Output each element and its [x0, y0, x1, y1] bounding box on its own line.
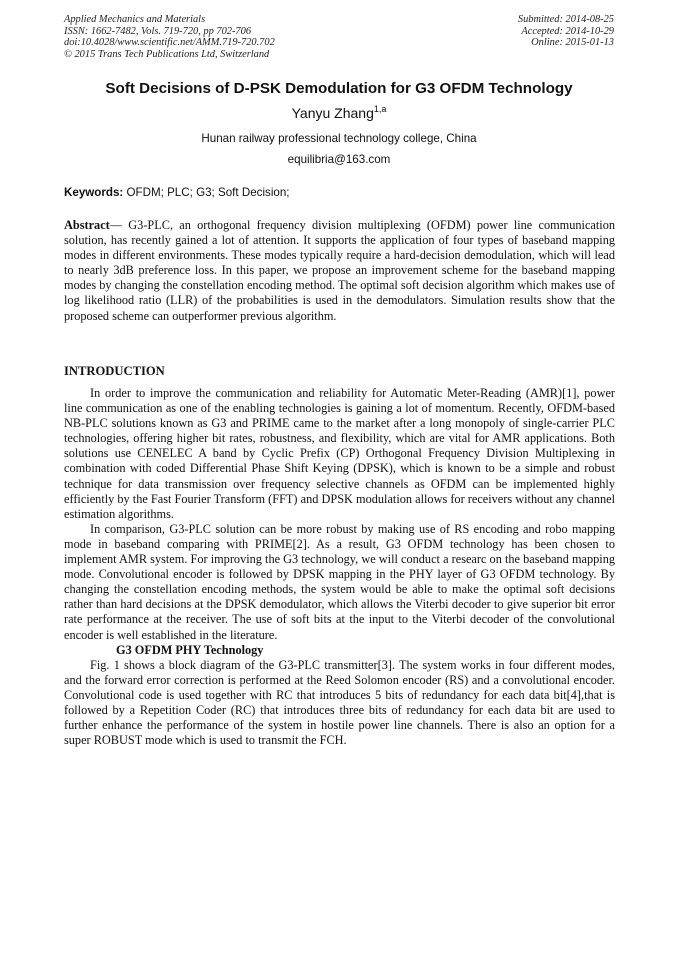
abstract-text: — G3-PLC, an orthogonal frequency division multiplexing (OFDM) power line communication solution, has recently gained a lot of attention. It supports the application of four types of baseband mapping modes in different environments. These modes typically require a hard-decision demodulation, which will lead to nearly 3dB preference loss. In this paper, we propose an improvement scheme for the baseband mapping modes by changing the constellation encoding method. The optimal soft decision algorithm which makes use of log likelihood ratio (LLR) of the probabilities is used in the demodulators. Simulation results show that the proposed scheme can outperformer previous algorithm.	[64, 218, 615, 323]
author-affiliation: Hunan railway professional technology college, China	[201, 132, 477, 145]
doi-line: doi:10.4028/www.scientific.net/AMM.719-720.702	[64, 37, 275, 49]
author-line	[0, 104, 678, 122]
section-heading-introduction: INTRODUCTION	[64, 364, 165, 378]
intro-paragraph-3: Fig. 1 shows a block diagram of the G3-PLC transmitter[3]. The system works in four different modes, and the forward error correction is performed at the Reed Solomon encoder (RS) and a convolutional encoder. Convolutional code is used together with RC that introduces 5 bits of redundancy for each data bit[4],that is followed by a Repetition Coder (RC) that introduces three bits of redundancy for each data bit are used to further enhance the performance of the system in hostile power line channels. There is also an option for a super ROBUST mode which is used to transmit the FCH.	[64, 657, 615, 748]
issn-line: ISSN: 1662-7482, Vols. 719-720, pp 702-706	[64, 25, 252, 37]
author-affiliation-marker: 1,a	[373, 104, 387, 114]
journal-info	[64, 14, 275, 60]
subsection-heading-g3-phy: G3 OFDM PHY Technology	[116, 642, 264, 657]
introduction-body	[64, 386, 615, 748]
intro-paragraph-1: In order to improve the communication and reliability for Automatic Meter-Reading (AMR)[1], power line communication as one of the enabling technologies is gaining a lot of momentum. Recently, OFDM-based NB-PLC solutions known as G3 and PRIME came to the market after a long monopoly of single-carrier PLC technologies, offering higher bit rates, robustness, and flexibility, which are vital for AMR applications. Both solutions use CENELEC A band by Cyclic Prefix (CP) Orthogonal Frequency Division Multiplexing in combination with coded Differential Phase Shift Keying (DPSK), which is known to be a simple and robust technique for data transmission over frequency selective channels as OFDM can be implemented highly efficiently by the Fast Fourier Transform (FFT) and DPSK modulation allows for receivers without any channel estimation algorithms.	[64, 386, 615, 521]
copyright-line: © 2015 Trans Tech Publications Ltd, Switzerland	[64, 48, 270, 60]
paper-title: Soft Decisions of D-PSK Demodulation for G3 OFDM Technology	[105, 80, 573, 97]
submitted-date: Submitted: 2014-08-25	[517, 14, 614, 25]
accepted-date: Accepted: 2014-10-29	[521, 25, 614, 37]
journal-name: Applied Mechanics and Materials	[64, 14, 206, 25]
intro-paragraph-2: In comparison, G3-PLC solution can be more robust by making use of RS encoding and robo mapping mode in baseband comparing with PRIME[2]. As a result, G3 OFDM technology has been chosen to implement AMR system. For improving the G3 technology, we will conduct a researc on the baseband mapping mode. Convolutional encoder is followed by DPSK mapping in the PHY layer of G3 OFDM technology. By changing the constellation encoding methods, the system would be able to make the optimal soft decisions rather than hard decisions at the DPSK demodulator, which allows the Viterbi decoder to give superior bit error rate performance at the receiver. The use of soft bits at the input to the Viterbi decoder of the convolutional encoder is well established in the literature.	[64, 521, 615, 642]
abstract	[64, 218, 615, 324]
keywords-text: OFDM; PLC; G3; Soft Decision;	[123, 186, 290, 199]
abstract-label: Abstract	[64, 218, 110, 232]
author-email: equilibria@163.com	[287, 153, 391, 166]
keywords-label: Keywords:	[64, 186, 124, 199]
keywords	[64, 186, 615, 200]
online-date: Online: 2015-01-13	[531, 37, 614, 49]
author-name: Yanyu Zhang	[291, 105, 374, 121]
publication-dates	[518, 14, 614, 49]
